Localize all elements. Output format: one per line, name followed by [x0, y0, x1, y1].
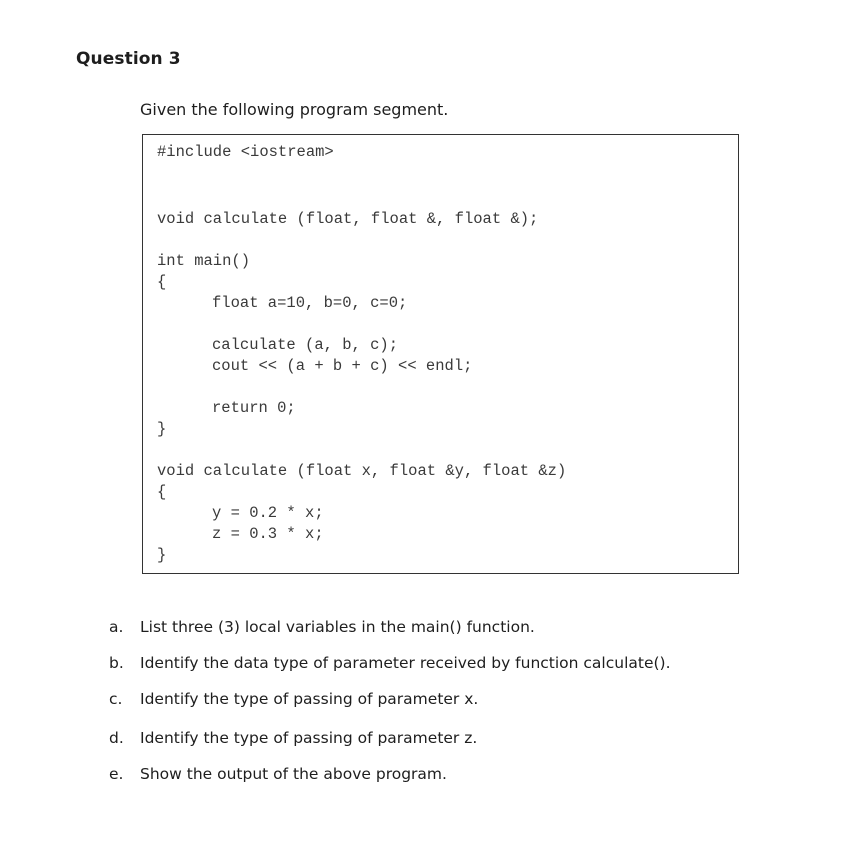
- code-line-assign-y: y = 0.2 * x;: [212, 504, 324, 522]
- subquestion-letter: d.: [109, 729, 124, 747]
- subquestion-letter: c.: [109, 690, 123, 708]
- code-line-main-signature: int main(): [157, 252, 251, 270]
- code-line-function-signature: void calculate (float x, float &y, float &z): [157, 462, 567, 480]
- subquestion-text: Identify the type of passing of parameter z.: [140, 729, 478, 747]
- subquestion-text: Show the output of the above program.: [140, 765, 447, 783]
- code-listing-box: [142, 134, 739, 574]
- subquestion-text: List three (3) local variables in the main() function.: [140, 618, 535, 636]
- code-line-main-close-brace: }: [157, 420, 167, 438]
- code-line-include: #include <iostream>: [157, 143, 334, 161]
- subquestion-letter: b.: [109, 654, 124, 672]
- code-line-call: calculate (a, b, c);: [212, 336, 399, 354]
- code-line-declarations: float a=10, b=0, c=0;: [212, 294, 408, 312]
- code-line-main-open-brace: {: [157, 273, 167, 291]
- subquestion-letter: e.: [109, 765, 124, 783]
- question-intro: Given the following program segment.: [140, 100, 449, 119]
- subquestion-letter: a.: [109, 618, 124, 636]
- subquestion-text: Identify the type of passing of parameter x.: [140, 690, 479, 708]
- code-line-cout: cout << (a + b + c) << endl;: [212, 357, 473, 375]
- code-line-assign-z: z = 0.3 * x;: [212, 525, 324, 543]
- code-line-function-close-brace: }: [157, 546, 167, 564]
- question-heading: Question 3: [76, 49, 181, 69]
- code-line-return: return 0;: [212, 399, 296, 417]
- code-line-prototype: void calculate (float, float &, float &);: [157, 210, 539, 228]
- code-line-function-open-brace: {: [157, 483, 167, 501]
- subquestion-text: Identify the data type of parameter received by function calculate().: [140, 654, 671, 672]
